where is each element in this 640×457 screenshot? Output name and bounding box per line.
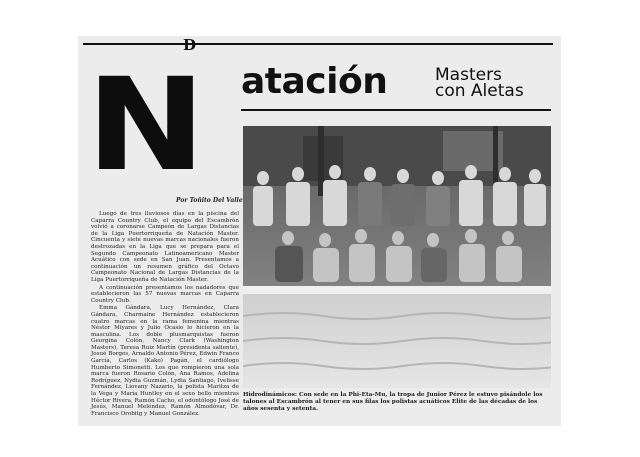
photo-caption: Hidrodinámicos: Con sede en la Phi-Eta-Mu, la tropa de Junior Pérez le estuvo pisándole los talones al Escambrón al tener en sus filas los polistas acuáticos Elite de las décadas de los años sesenta y setenta. [243, 392, 543, 412]
body-paragraph-1: Luego de tres lluviosos días en la piscina del Caparra Country Club, el equipo del Escambrón volvió a coronarse Campeón de Largas Distancias de la Liga Puertorriqueña de Natación Master. Cincuenta y siete nuevas marcas nacionales fueron destrozadas en la Liga que se prepara para el Segundo Campeonato Latinoamericano Master Acuático con sede en San Juan. Presentamos a continuación un resumen gráfico del Octavo Campeonato Nacional de Largas Distancias de la Liga Puertorriqueña de Natación Master. [91, 211, 239, 283]
masthead-fragment: D [183, 36, 196, 54]
team-photo-illustration [243, 126, 551, 388]
subtitle-line-1: Masters [435, 65, 502, 85]
top-rule [83, 43, 553, 45]
headline: atación [241, 61, 388, 102]
byline: Por Toñito Del Valle [176, 197, 243, 204]
article-body [91, 211, 239, 418]
headline-subtitle [435, 65, 524, 102]
newspaper-clipping [78, 36, 561, 426]
drop-capital: N [86, 51, 202, 200]
subtitle-line-2: con Aletas [435, 81, 524, 102]
team-photo [243, 126, 551, 388]
body-paragraph-2: A continuación presentamos los nadadores que establecieron las 57 nuevas marcas en Caparra Country Club. [91, 284, 239, 304]
body-paragraph-3: Emma Gándara, Lucy Hernández, Clara Gándara, Charmaine Hernández establecieron cuatro marcas en la rama femenina mientras Néstor Miyares y Julio Ocasio lo hicieron en la masculina. Los doble plusmarquistas fueron Georgina Colón, Nancy Clark (Washington Masters), Teresa Ruiz Martín (presidenta saliente), Josué Borges, Arnaldo Antonio Pérez, Edwin Franco García, Carlos (Kako) Pagán, el cardiólogo Humberto Simonetti. Los que rompieron una sola marca fueron Rosario Colón, Ana Ramos, Adelina Rodríguez, Nydia Guzmán, Lydia Santiago, Ivelisse Fernández, Liovany Nazario, la polista Maritza de la Vega y María Huntley en el sexo bello mientras Héctor Rivera, Ramón Cacho, el odontólogo José de Jesús, Manuel Meléndez, Ramón Almodóvar, Dr. Francisco Orobitg y Manuel González. [91, 305, 239, 417]
headline-rule [241, 109, 551, 111]
